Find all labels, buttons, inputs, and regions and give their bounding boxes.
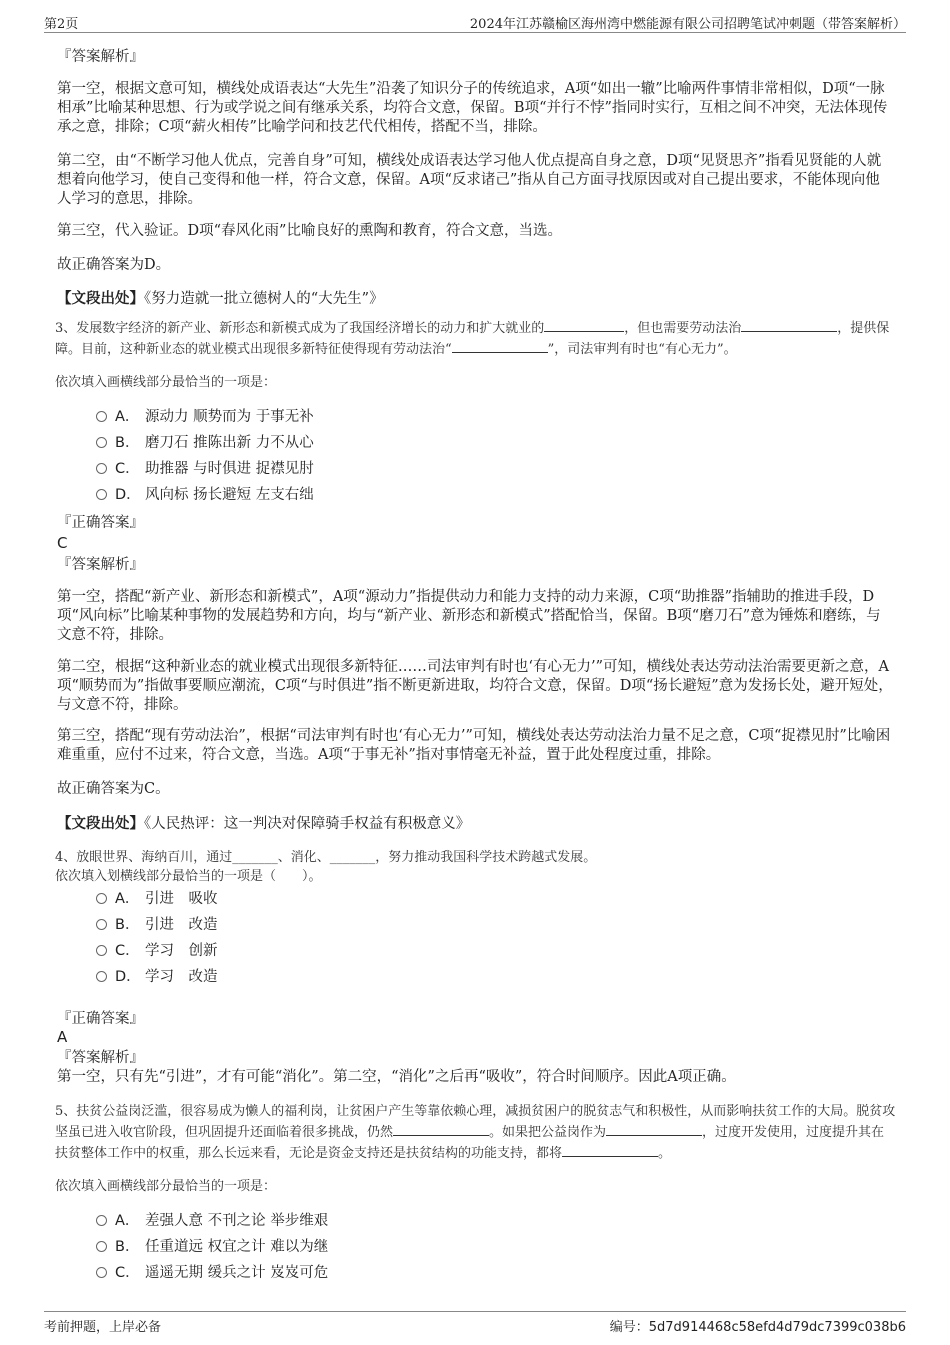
q3-analysis-p2: 第二空，根据“这种新业态的就业模式出现很多新特征……司法审判有时也‘有心无力’”可知，横线处表达劳动法治需要更新之意，A项“顺势而为”指做事要顺应潮流，C项“与时俱进”指不断更新进取，均符合文意，保留。D项“扬长避短”意为发扬长处，避开短处，与文意不符，排除。 <box>57 659 893 713</box>
q4-analysis: 第一空，只有先“引进”，才有可能“消化”。第二空，“消化”之后再“吸收”，符合时间顺序。因此A项正确。 <box>57 1069 736 1085</box>
q3-source-title: 《人民热评：这一判决对保障骑手权益有积极意义》 <box>144 816 471 832</box>
document-code: 编号：5d7d914468c58efd4d79dc7399c038b6 <box>609 1320 906 1335</box>
radio-icon[interactable] <box>96 1241 107 1252</box>
page-footer <box>44 1311 906 1336</box>
radio-icon[interactable] <box>96 919 107 930</box>
q2-analysis-p1: 第一空，根据文意可知，横线处成语表达“大先生”沿袭了知识分子的传统追求，A项“如出一辙”比喻两件事情非常相似，D项“一脉相承”比喻某种思想、行为或学说之间有继承关系，均符合文意，保留。B项“并行不悖”指同时实行，互相之间不冲突，无法体现传承之意，排除；C项“薪火相传”比喻学问和技艺代代相传，搭配不当，排除。 <box>57 81 888 135</box>
q5-instruction: 依次填入画横线部分最恰当的一项是： <box>55 1179 277 1194</box>
q5-stem: 5、扶贫公益岗泛滥，很容易成为懒人的福利岗，让贫困户产生等靠依赖心理，减损贫困户的脱贫志气和积极性，从而影响扶贫工作的大局。脱贫攻坚虽已进入收官阶段，但巩固提升还面临着很多挑战，仍然 。如果把公益岗作为 ，过度开发使用，过度提升其在扶贫整体工作中的权重，那么长远来看，无论是资金支持还是扶贫结构的功能支持，都将 。 <box>55 1104 896 1161</box>
q4-stem: 4、放眼世界、海纳百川，通过_______、消化、_______，努力推动我国科学技术跨越式发展。 <box>55 850 597 865</box>
q3-analysis-p1: 第一空，搭配“新产业、新形态和新模式”，A项“源动力”指提供动力和能力支持的动力来源，C项“助推器”指辅助的推进手段，D项“风向标”比喻某种事物的发展趋势和方向，均与“新产业、新形态和新模式”搭配恰当，保留。B项“磨刀石”意为锤炼和磨练，与文意不符，排除。 <box>57 589 881 643</box>
q2-source <box>57 289 893 309</box>
q2-source-title: 《努力造就一批立德树人的“大先生”》 <box>144 291 384 307</box>
radio-icon[interactable] <box>96 411 107 422</box>
q3-blank-3 <box>452 339 548 353</box>
q3-analysis-label: 『答案解析』 <box>57 557 144 573</box>
radio-icon[interactable] <box>96 489 107 500</box>
footer-slogan: 考前押题，上岸必备 <box>44 1320 162 1335</box>
radio-icon[interactable] <box>96 893 107 904</box>
radio-icon[interactable] <box>96 463 107 474</box>
q3-answer: C <box>57 534 68 552</box>
q3-option-a[interactable]: A． 源动力 顺势而为 于事无补 <box>96 406 314 428</box>
document-title: 2024年江苏赣榆区海州湾中燃能源有限公司招聘笔试冲刺题（带答案解析） <box>469 17 906 32</box>
q3-analysis-p3: 第三空，搭配“现有劳动法治”，根据“司法审判有时也‘有心无力’”可知，横线处表达劳动法治力量不足之意，C项“捉襟见肘”比喻困难重重，应付不过来，符合文意，当选。A项“于事无补”指对事情毫无补益，置于此处程度过重，排除。 <box>57 728 891 763</box>
q4-instruction: 依次填入划横线部分最恰当的一项是（ ）。 <box>55 869 322 884</box>
q3-conclusion: 故正确答案为C。 <box>57 781 170 797</box>
radio-icon[interactable] <box>96 945 107 956</box>
q3-instruction: 依次填入画横线部分最恰当的一项是： <box>55 375 277 390</box>
q2-analysis-p3: 第三空，代入验证。D项“春风化雨”比喻良好的熏陶和教育，符合文意，当选。 <box>57 223 562 239</box>
page-header <box>44 10 906 33</box>
q5-option-a[interactable]: A． 差强人意 不刊之论 举步维艰 <box>96 1210 328 1232</box>
q4-option-d[interactable]: D． 学习 改造 <box>96 966 218 988</box>
q4-option-c[interactable]: C． 学习 创新 <box>96 940 218 962</box>
radio-icon[interactable] <box>96 971 107 982</box>
q3-option-d[interactable]: D． 风向标 扬长避短 左支右绌 <box>96 484 314 506</box>
q4-option-b[interactable]: B． 引进 改造 <box>96 914 218 936</box>
q3-source <box>57 814 893 834</box>
q4-answer-label: 『正确答案』 <box>57 1011 144 1027</box>
q5-blank-1 <box>393 1122 489 1136</box>
q3-option-c[interactable]: C． 助推器 与时俱进 捉襟见肘 <box>96 458 314 480</box>
q3-blank-2 <box>741 318 837 332</box>
q2-analysis-p2: 第二空，由“不断学习他人优点，完善自身”可知，横线处成语表达学习他人优点提高自身之意，D项“见贤思齐”指看见贤能的人就想着向他学习，使自己变得和他一样，符合文意，保留。A项“反求诸己”指从自己方面寻找原因或对自己提出要求，不能体现向他人学习的意思，排除。 <box>57 153 882 207</box>
q2-source-label: 【文段出处】 <box>57 290 144 307</box>
page-number: 第2页 <box>44 17 79 32</box>
q3-stem: 3、发展数字经济的新产业、新形态和新模式成为了我国经济增长的动力和扩大就业的 ，但也需要劳动法治 ，提供保障。目前，这种新业态的就业模式出现很多新特征使得现有劳动法治“ ”，司法审判有时也“有心无力”。 <box>55 318 897 360</box>
q3-blank-1 <box>544 318 624 332</box>
q4-analysis-label: 『答案解析』 <box>57 1050 144 1066</box>
radio-icon[interactable] <box>96 437 107 448</box>
q3-source-label: 【文段出处】 <box>57 815 144 832</box>
q4-answer: A <box>57 1028 68 1046</box>
q5-blank-3 <box>562 1143 658 1157</box>
q5-option-b[interactable]: B． 任重道远 权宜之计 难以为继 <box>96 1236 328 1258</box>
q3-answer-label: 『正确答案』 <box>57 515 144 531</box>
radio-icon[interactable] <box>96 1267 107 1278</box>
q4-option-a[interactable]: A． 引进 吸收 <box>96 888 218 910</box>
q3-option-b[interactable]: B． 磨刀石 推陈出新 力不从心 <box>96 432 314 454</box>
q2-analysis-label: 『答案解析』 <box>57 49 144 65</box>
q5-option-c[interactable]: C． 遥遥无期 缓兵之计 岌岌可危 <box>96 1262 328 1284</box>
q5-blank-2 <box>606 1122 702 1136</box>
radio-icon[interactable] <box>96 1215 107 1226</box>
q2-conclusion: 故正确答案为D。 <box>57 257 171 273</box>
